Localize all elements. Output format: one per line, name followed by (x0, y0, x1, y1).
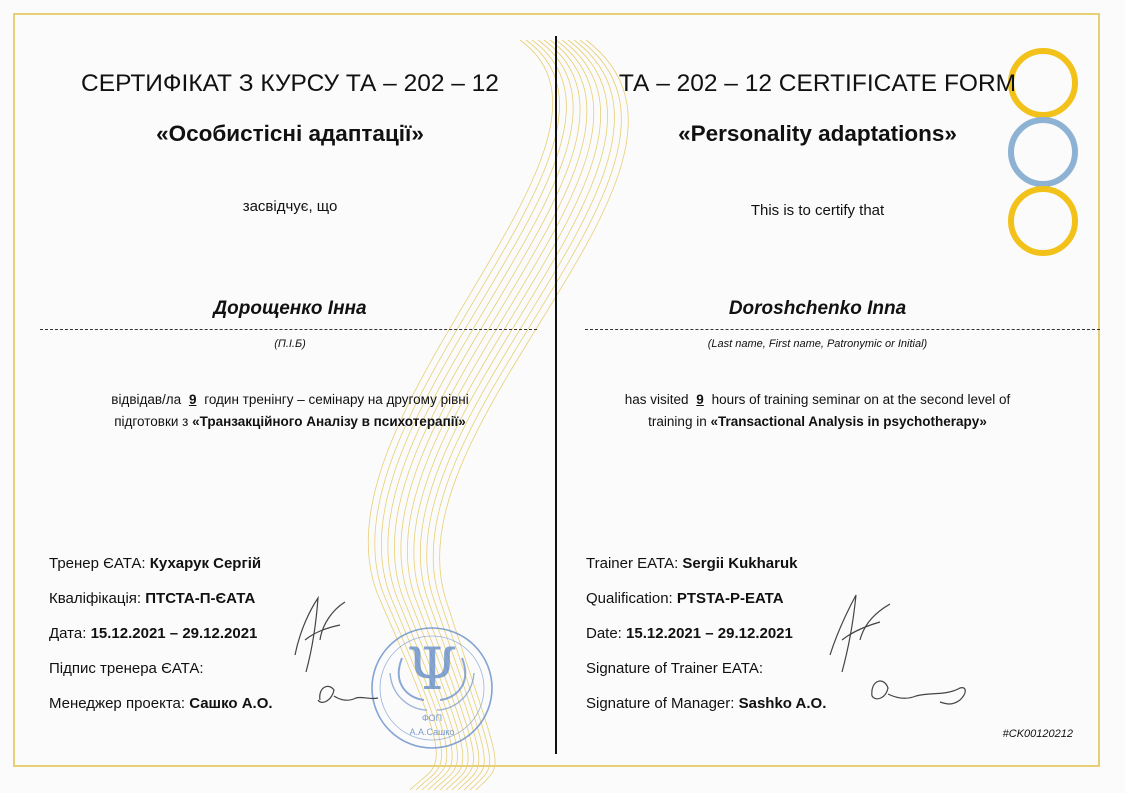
manager-value-en: Sashko A.O. (738, 695, 827, 712)
name-hint-en: (Last name, First name, Patronymic or Initial) (707, 338, 928, 350)
program-line-ua (30, 414, 550, 429)
manager-row-en (586, 695, 826, 712)
trainer-signature-label-ua: Підпис тренера ЄАТА: (49, 660, 204, 677)
program-prefix-en: training in (648, 414, 711, 429)
stamp-text-top: ФОП (421, 713, 443, 723)
qualification-row-ua (49, 590, 255, 607)
ukrainian-section (30, 0, 550, 793)
attendance-line-ua (30, 392, 550, 407)
attendance-prefix-ua: відвідав/ла (111, 392, 185, 407)
attendance-line-en (545, 392, 1090, 407)
certificate-code: #CK00120212 (1002, 728, 1073, 740)
program-prefix-ua: підготовки з (114, 414, 193, 429)
qualification-label-en: Qualification: (586, 590, 677, 607)
trainer-value-en: Sergii Kukharuk (682, 555, 798, 572)
attendance-prefix-en: has visited (624, 392, 693, 407)
certificate-title-en: ТА – 202 – 12 CERTIFICATE FORM (618, 70, 1017, 97)
qualification-value-en: PTSTA-P-EATA (676, 590, 784, 607)
qualification-value-ua: ПТСТА-П-ЄАТА (145, 590, 256, 607)
manager-row-ua (49, 695, 273, 712)
hours-value-ua: 9 (188, 392, 197, 407)
english-section (565, 0, 1110, 793)
name-dashed-line-ua (40, 329, 537, 330)
manager-label-en: Signature of Manager: (586, 695, 739, 712)
name-dashed-line-en (585, 329, 1100, 330)
date-label-ua: Дата: (49, 625, 91, 642)
stamp-symbol: Ψ (406, 635, 458, 703)
hours-value-en: 9 (696, 392, 704, 407)
trainer-row-en (586, 555, 797, 572)
certificate-title-ua: СЕРТИФІКАТ З КУРСУ ТА – 202 – 12 (81, 70, 499, 97)
program-name-en: «Transactional Analysis in psychotherapy» (710, 414, 987, 429)
manager-value-ua: Сашко А.О. (189, 695, 273, 712)
date-label-en: Date: (586, 625, 627, 642)
stamp-text-bottom: А.А.Сашко (409, 727, 455, 737)
date-row-en (586, 625, 793, 642)
certify-text-ua: засвідчує, що (242, 198, 338, 215)
qualification-label-ua: Кваліфікація: (49, 590, 146, 607)
date-value-ua: 15.12.2021 – 29.12.2021 (90, 625, 258, 642)
recipient-name-ua: Дорощенко Інна (213, 298, 367, 319)
name-hint-ua: (П.І.Б) (274, 338, 306, 350)
date-row-ua (49, 625, 257, 642)
course-title-ua: «Особистісні адаптації» (156, 121, 424, 146)
date-value-en: 15.12.2021 – 29.12.2021 (626, 625, 793, 642)
manager-label-ua: Менеджер проекта: (49, 695, 190, 712)
attendance-suffix-ua: годин тренінгу – семінару на другому рівні (200, 392, 469, 407)
course-title-en: «Personality adaptations» (678, 121, 957, 146)
trainer-label-en: Trainer EATA: (586, 555, 683, 572)
attendance-suffix-en: hours of training seminar on at the second level of (707, 392, 1011, 407)
trainer-value-ua: Кухарук Сергій (149, 555, 262, 572)
program-name-ua: «Транзакційного Аналізу в психотерапії» (192, 414, 466, 429)
trainer-signature-label-en: Signature of Trainer EATA: (586, 660, 764, 677)
trainer-row-ua (49, 555, 261, 572)
recipient-name-en: Doroshchenko Inna (728, 298, 907, 319)
certify-text-en: This is to certify that (750, 202, 885, 219)
trainer-label-ua: Тренер ЄАТА: (49, 555, 150, 572)
program-line-en (545, 414, 1090, 429)
qualification-row-en (586, 590, 784, 607)
